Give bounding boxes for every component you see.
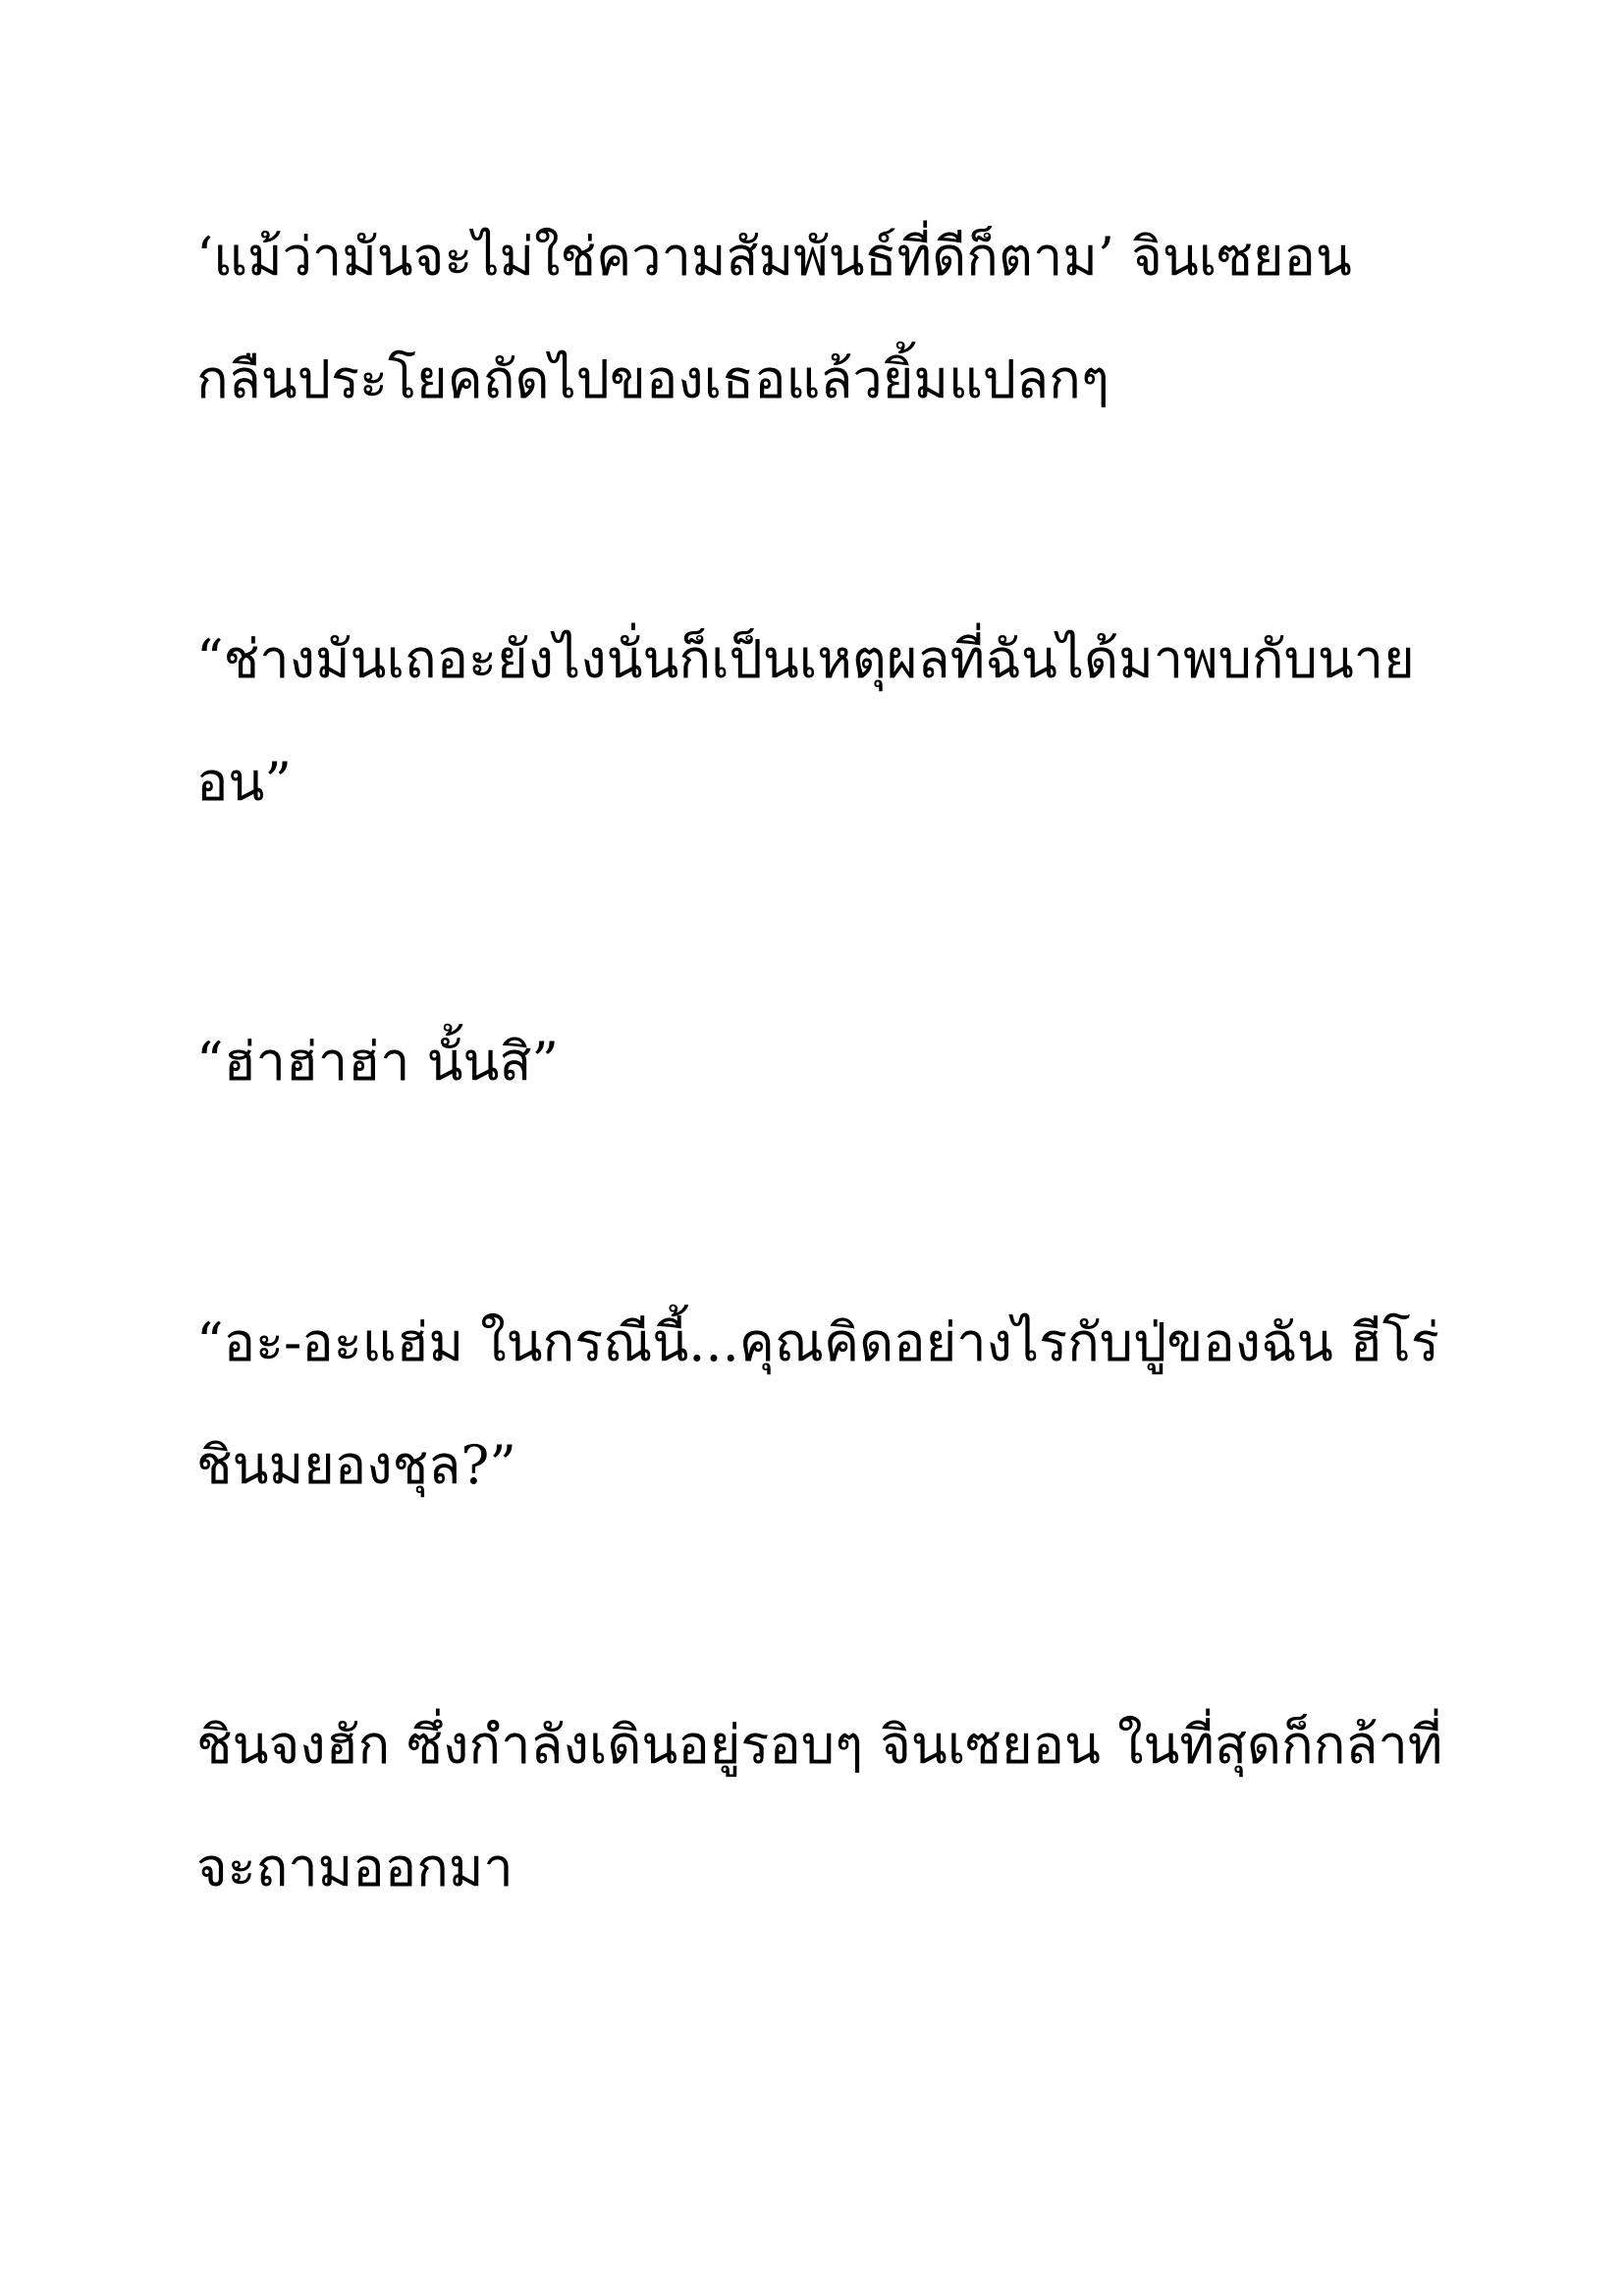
paragraph-5-line-2: จะถามออกมา <box>196 1837 514 1898</box>
paragraph-2-line-1: “ช่างมันเถอะยังไงนั่นก็เป็นเหตุผลที่ฉันได้มาพบกับนาย <box>196 628 1415 690</box>
paragraph-4-line-2: ชินมยองชุล?” <box>196 1434 516 1496</box>
paragraph-3-line-1: “ฮ่าฮ่าฮ่า นั้นสิ” <box>196 1031 560 1093</box>
paragraph-4-line-1: “อะ-อะแฮ่ม ในกรณีนี้...คุณคิดอย่างไรกับปู่ของฉัน ฮีโร่ <box>196 1311 1439 1373</box>
paragraph-1-line-1: ‘แม้ว่ามันจะไม่ใช่ความสัมพันธ์ที่ดีก็ตาม’ จินเซยอน <box>196 226 1352 288</box>
paragraph-5-line-1: ชินจงฮัก ซึ่งกำลังเดินอยู่รอบๆ จินเซยอน ในที่สุดก็กล้าที่ <box>196 1714 1443 1776</box>
paragraph-1-line-2: กลืนประโยคถัดไปของเธอแล้วยิ้มแปลกๆ <box>196 348 1110 410</box>
paragraph-2-line-2: อน” <box>196 751 292 813</box>
